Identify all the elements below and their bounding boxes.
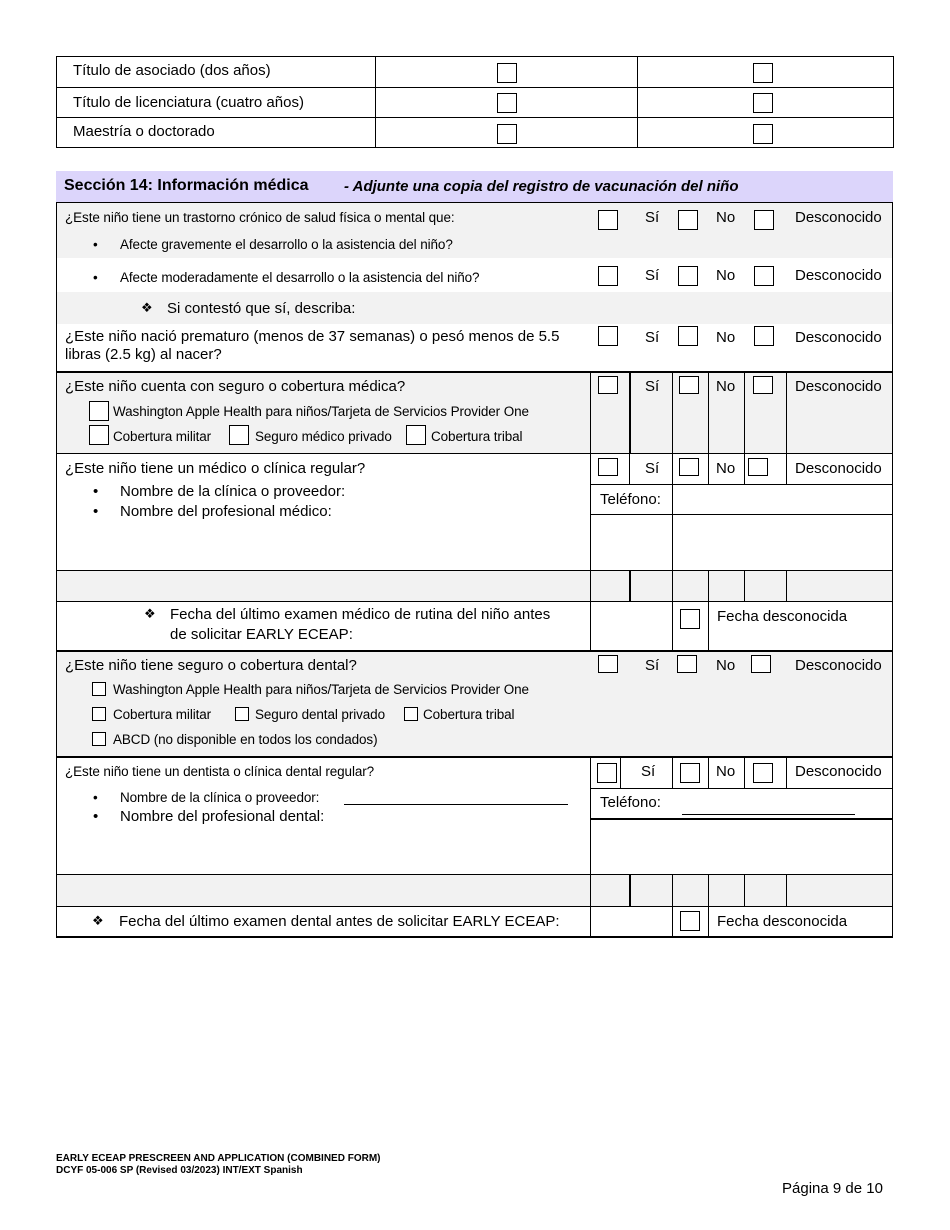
doctor-unknown-label: Desconocido (795, 460, 882, 477)
moderate-no-checkbox[interactable] (678, 266, 698, 286)
doctor-extra-field-2[interactable] (673, 515, 892, 570)
premature-yes-checkbox[interactable] (598, 326, 618, 346)
doctor-clinic-name-label: • Nombre de la clínica o proveedor: (120, 483, 345, 501)
insurance-no-label: No (716, 378, 736, 395)
severe-yes-checkbox[interactable] (598, 210, 618, 230)
footer-form-title: EARLY ECEAP PRESCREEN AND APPLICATION (COMBINED FORM) (56, 1153, 381, 1164)
dentist-extra-field[interactable] (591, 820, 892, 874)
dental-military-label: Cobertura militar (113, 707, 212, 722)
severe-unknown-label: Desconocido (795, 209, 882, 226)
severe-no-label: No (716, 209, 736, 226)
severe-no-checkbox[interactable] (678, 210, 698, 230)
insurance-military-checkbox[interactable] (89, 425, 109, 445)
severe-yes-label: Sí (645, 209, 660, 226)
insurance-no-checkbox[interactable] (679, 376, 699, 394)
insurance-apple-label: Washington Apple Health para niños/Tarjeta de Servicios Provider One (113, 404, 529, 419)
dental-private-label: Seguro dental privado (255, 707, 385, 722)
last-exam-line2: de solicitar EARLY ECEAP: (170, 626, 353, 643)
dental-insurance-unknown-checkbox[interactable] (751, 655, 771, 673)
dental-apple-label: Washington Apple Health para niños/Tarjeta de Servicios Provider One (113, 682, 529, 697)
dental-insurance-question: ¿Este niño tiene seguro o cobertura dental? (65, 657, 357, 674)
dental-insurance-yes-checkbox[interactable] (598, 655, 618, 673)
edu-row-associate-label: Título de asociado (dos años) (73, 62, 271, 79)
moderate-unknown-label: Desconocido (795, 267, 882, 284)
premature-question-line1: ¿Este niño nació prematuro (menos de 37 semanas) o pesó menos de 5.5 (65, 328, 560, 345)
doctor-professional-name-label: • Nombre del profesional médico: (120, 503, 332, 521)
last-dental-exam-date-field[interactable] (591, 907, 672, 936)
insurance-yes-label: Sí (645, 378, 660, 395)
chronic-moderate-item: • Afecte moderadamente el desarrollo o la asistencia del niño? (120, 269, 479, 287)
moderate-yes-checkbox[interactable] (598, 266, 618, 286)
severe-unknown-checkbox[interactable] (754, 210, 774, 230)
page-number: Página 9 de 10 (782, 1180, 883, 1197)
dental-tribal-checkbox[interactable] (404, 707, 418, 721)
dentist-no-checkbox[interactable] (680, 763, 700, 783)
insurance-tribal-checkbox[interactable] (406, 425, 426, 445)
doctor-extra-field-1[interactable] (591, 515, 672, 570)
dentist-yes-label: Sí (641, 763, 656, 780)
last-exam-unknown-label: Fecha desconocida (717, 608, 848, 625)
edu-bachelor-col1-checkbox[interactable] (497, 93, 517, 113)
dental-apple-checkbox[interactable] (92, 682, 106, 696)
dentist-professional-name-label: • Nombre del profesional dental: (120, 808, 324, 826)
dentist-unknown-checkbox[interactable] (753, 763, 773, 783)
edu-master-col1-checkbox[interactable] (497, 124, 517, 144)
premature-unknown-label: Desconocido (795, 329, 882, 346)
dentist-phone-field[interactable] (682, 814, 855, 815)
insurance-unknown-label: Desconocido (795, 378, 882, 395)
dentist-no-label: No (716, 763, 736, 780)
dental-tribal-label: Cobertura tribal (423, 707, 515, 722)
chronic-question: ¿Este niño tiene un trastorno crónico de salud física o mental que: (65, 210, 455, 225)
moderate-no-label: No (716, 267, 736, 284)
dental-abcd-checkbox[interactable] (92, 732, 106, 746)
diamond-bullet-icon: ❖ (92, 913, 104, 928)
section14-note: - Adjunte una copia del registro de vacunación del niño (344, 178, 739, 195)
premature-question-line2: libras (2.5 kg) al nacer? (65, 346, 222, 363)
dentist-clinic-name-field[interactable] (344, 804, 568, 805)
premature-unknown-checkbox[interactable] (754, 326, 774, 346)
diamond-bullet-icon: ❖ (144, 606, 156, 621)
doctor-unknown-checkbox[interactable] (748, 458, 768, 476)
edu-master-col2-checkbox[interactable] (753, 124, 773, 144)
insurance-private-checkbox[interactable] (229, 425, 249, 445)
dentist-yes-checkbox[interactable] (597, 763, 617, 783)
chronic-severe-item: • Afecte gravemente el desarrollo o la asistencia del niño? (120, 236, 453, 254)
insurance-apple-checkbox[interactable] (89, 401, 109, 421)
insurance-unknown-checkbox[interactable] (753, 376, 773, 394)
insurance-private-label: Seguro médico privado (255, 429, 392, 444)
diamond-bullet-icon: ❖ (141, 300, 153, 315)
dental-private-checkbox[interactable] (235, 707, 249, 721)
moderate-yes-label: Sí (645, 267, 660, 284)
dentist-unknown-label: Desconocido (795, 763, 882, 780)
doctor-question: ¿Este niño tiene un médico o clínica regular? (65, 460, 366, 477)
dental-military-checkbox[interactable] (92, 707, 106, 721)
doctor-phone-field[interactable] (673, 485, 892, 514)
insurance-military-label: Cobertura militar (113, 429, 212, 444)
dental-insurance-unknown-label: Desconocido (795, 657, 882, 674)
doctor-phone-label: Teléfono: (600, 491, 661, 508)
edu-bachelor-col2-checkbox[interactable] (753, 93, 773, 113)
footer-form-code: DCYF 05-006 SP (Revised 03/2023) INT/EXT Spanish (56, 1165, 303, 1176)
dentist-phone-label: Teléfono: (600, 794, 661, 811)
doctor-no-label: No (716, 460, 736, 477)
premature-no-label: No (716, 329, 736, 346)
premature-no-checkbox[interactable] (678, 326, 698, 346)
insurance-yes-checkbox[interactable] (598, 376, 618, 394)
last-dental-exam-label: Fecha del último examen dental antes de solicitar EARLY ECEAP: (119, 913, 560, 930)
chronic-describe-label: Si contestó que sí, describa: (167, 300, 356, 317)
dental-insurance-no-checkbox[interactable] (677, 655, 697, 673)
section14-header (56, 171, 893, 202)
last-exam-line1: Fecha del último examen médico de rutina del niño antes (170, 606, 551, 623)
dentist-question: ¿Este niño tiene un dentista o clínica dental regular? (65, 764, 375, 779)
moderate-unknown-checkbox[interactable] (754, 266, 774, 286)
doctor-yes-checkbox[interactable] (598, 458, 618, 476)
edu-associate-col2-checkbox[interactable] (753, 63, 773, 83)
doctor-no-checkbox[interactable] (679, 458, 699, 476)
insurance-tribal-label: Cobertura tribal (431, 429, 523, 444)
last-exam-date-field[interactable] (591, 602, 672, 650)
last-dental-exam-unknown-label: Fecha desconocida (717, 913, 848, 930)
last-exam-unknown-checkbox[interactable] (680, 609, 700, 629)
last-dental-exam-unknown-checkbox[interactable] (680, 911, 700, 931)
dentist-clinic-name-label: • Nombre de la clínica o proveedor: (120, 789, 319, 807)
insurance-question: ¿Este niño cuenta con seguro o cobertura médica? (65, 378, 406, 395)
dental-insurance-no-label: No (716, 657, 736, 674)
dental-insurance-yes-label: Sí (645, 657, 660, 674)
dental-abcd-label: ABCD (no disponible en todos los condados) (113, 732, 378, 747)
edu-associate-col1-checkbox[interactable] (497, 63, 517, 83)
section14-title: Sección 14: Información médica (64, 177, 309, 194)
edu-row-bachelor-label: Título de licenciatura (cuatro años) (73, 94, 304, 111)
edu-row-master-label: Maestría o doctorado (73, 123, 215, 140)
premature-yes-label: Sí (645, 329, 660, 346)
doctor-yes-label: Sí (645, 460, 660, 477)
